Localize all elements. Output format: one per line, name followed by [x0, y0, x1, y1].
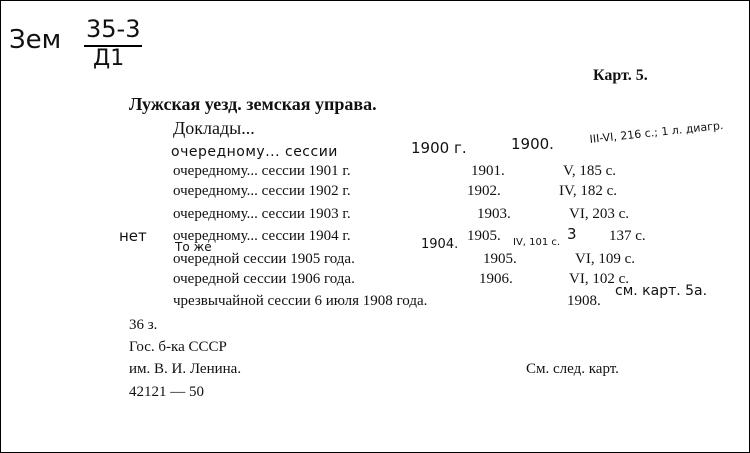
handwritten-detail: III-VI, 216 с.; 1 л. диагр.	[589, 118, 724, 146]
entry-row-volume: VI, 109 с.	[575, 251, 635, 267]
entry-row-year: 1901.	[471, 163, 505, 179]
annotation-3: 3	[567, 225, 577, 243]
see-next-card: См. след. карт.	[526, 361, 619, 377]
entry-row-text: чрезвычайной сессии 6 июля 1908 года.	[173, 293, 428, 309]
entry-row-year: 1908.	[567, 293, 601, 309]
handwritten-entry: очередному... сессии	[171, 144, 338, 160]
footer-code: 36 з.	[129, 317, 158, 333]
handwritten-year: 1900 г.	[411, 139, 467, 157]
entry-row-year: 1902.	[467, 183, 501, 199]
entry-row-volume: V, 185 с.	[563, 163, 617, 179]
entry-row-volume: IV, 182 с.	[559, 183, 618, 199]
footer-number: 42121 — 50	[129, 384, 204, 400]
entry-row-text: очередной сессии 1906 года.	[173, 271, 355, 287]
entry-row-year: 1905.	[483, 251, 517, 267]
annotation-see-card: см. карт. 5а.	[615, 283, 708, 299]
footer-library: Гос. б-ка СССР	[129, 339, 227, 355]
card-subtitle: Доклады...	[173, 118, 255, 138]
entry-row-volume: VI, 102 с.	[569, 271, 629, 287]
footer-library-name: им. В. И. Ленина.	[129, 361, 242, 377]
annotation-1904: 1904.	[421, 237, 459, 252]
entry-row-volume: 137 с.	[609, 228, 646, 244]
card-number: Карт. 5.	[593, 67, 648, 84]
shelf-mark-denominator: Д1	[93, 46, 125, 71]
entry-row-year: 1905.	[467, 228, 501, 244]
annotation-to-zhe: То же	[175, 240, 212, 254]
entry-row-text: очередной сессии 1905 года.	[173, 251, 355, 267]
handwritten-year-2: 1900.	[511, 135, 554, 153]
entry-row-year: 1903.	[477, 206, 511, 222]
entry-row-text: очередному... сессии 1902 г.	[173, 183, 351, 199]
card-title: Лужская уезд. земская управа.	[129, 94, 377, 114]
shelf-mark-prefix: Зем	[9, 25, 62, 55]
shelf-mark-numerator: 35-3	[86, 15, 141, 43]
entry-row-year: 1906.	[479, 271, 513, 287]
entry-row-text: очередному... сессии 1904 г.	[173, 228, 351, 244]
entry-row-text: очередному... сессии 1901 г.	[173, 163, 351, 179]
annotation-net: нет	[119, 227, 147, 245]
entry-row-volume: VI, 203 с.	[569, 206, 629, 222]
annotation-volume: IV, 101 с.	[513, 237, 561, 248]
entry-row-text: очередному... сессии 1903 г.	[173, 206, 351, 222]
